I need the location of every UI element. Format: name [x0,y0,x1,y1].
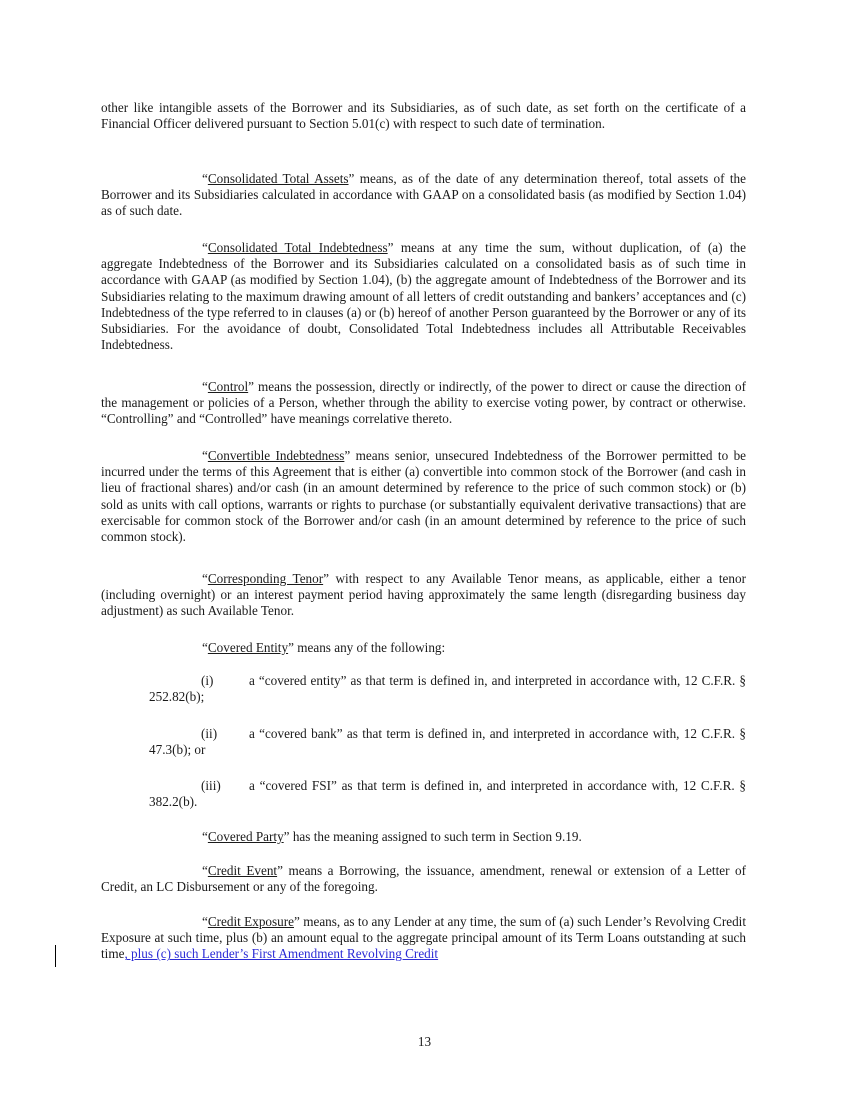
list-text: a “covered entity” as that term is defined in, and interpreted in accordance with, 12 C.F.R. § 252.82(b); [149,673,746,705]
page-number: 13 [417,1034,432,1049]
definition-text: ” means at any time the sum, without duplication, of (a) the aggregate Indebtedness of the Borrower and its Subsidiaries calculated on a consolidated basis as of such time in accordance with GAAP (as modified by Section 1.04), (b) the aggregate amount of Indebtedness of the Borrower and its Subsidiaries relating to the maximum drawing amount of all letters of credit outstanding and bankers’ acceptances and (c) Indebtedness of the type referred to in clauses (a) or (b) hereof of another Person guaranteed by the Borrower or any of its Subsidiaries. For the avoidance of doubt, Consolidated Total Indebtedness includes all Attributable Receivables Indebtedness. [101,240,746,353]
definition-corresponding-tenor: “Corresponding Tenor” with respect to any Available Tenor means, as applicable, either a tenor (including overnight) or an interest payment period having approximately the same length (disregarding business day adjustment) as such Available Tenor. [101,571,746,619]
definition-credit-event: “Credit Event” means a Borrowing, the issuance, amendment, renewal or extension of a Letter of Credit, an LC Disbursement or any of the foregoing. [101,863,746,895]
defined-term: Credit Event [207,863,278,878]
definition-covered-entity: “Covered Entity” means any of the following: [202,640,446,655]
definition-covered-party: “Covered Party” has the meaning assigned to such term in Section 9.19. [202,829,582,844]
list-number: (i) [201,673,214,688]
definition-text: ” means, as to any Lender at any time, the sum of (a) such Lender’s Revolving Credit Exposure at such time, plus (b) an amount equal to the aggregate principal amount of its Term Loans outstanding at such time [101,914,746,962]
definition-credit-exposure: “Credit Exposure” means, as to any Lender at any time, the sum of (a) such Lender’s Revolving Credit Exposure at such time, plus (b) an amount equal to the aggregate principal amount of its Term Loans outstanding at such time, plus (c) such Lender’s First Amendment Revolving Credit [101,914,746,962]
defined-term: Control [207,379,249,394]
defined-term: Covered Entity [207,640,289,655]
inserted-revision-text: , plus (c) such Lender’s First Amendment Revolving Credit [124,946,439,962]
defined-term: Consolidated Total Assets [207,171,349,186]
definition-consolidated-total-indebtedness: “Consolidated Total Indebtedness” means at any time the sum, without duplication, of (a) the aggregate Indebtedness of the Borrower and its Subsidiaries calculated on a consolidated basis as of such time in accordance with GAAP (as modified by Section 1.04), (b) the aggregate amount of Indebtedness of the Borrower and its Subsidiaries relating to the maximum drawing amount of all letters of credit outstanding and bankers’ acceptances and (c) Indebtedness of the type referred to in clauses (a) or (b) hereof of another Person guaranteed by the Borrower or any of its Subsidiaries. For the avoidance of doubt, Consolidated Total Indebtedness includes all Attributable Receivables Indebtedness. [101,240,746,353]
defined-term: Consolidated Total Indebtedness [207,240,388,255]
definition-text: ” means the possession, directly or indirectly, of the power to direct or cause the direction of the management or policies of a Person, whether through the ability to exercise voting power, by contract or otherwise. “Controlling” and “Controlled” have meanings correlative thereto. [101,379,746,427]
definition-text: ” means any of the following: [288,640,446,655]
definition-text: ” has the meaning assigned to such term in Section 9.19. [283,829,582,844]
defined-term: Corresponding Tenor [207,571,324,586]
paragraph-continuation [101,100,746,132]
definition-text: ” with respect to any Available Tenor means, as applicable, either a tenor (including overnight) or an interest payment period having approximately the same length (disregarding business day adjustment) as such Available Tenor. [101,571,746,619]
list-item-covered-entity-i [149,673,746,705]
list-text: a “covered bank” as that term is defined in, and interpreted in accordance with, 12 C.F.R. § 47.3(b); or [149,726,746,758]
paragraph-text: other like intangible assets of the Borrower and its Subsidiaries, as of such date, as set forth on the certificate of a Financial Officer delivered pursuant to Section 5.01(c) with respect to such date of termination. [101,100,746,132]
definition-text: ” means a Borrowing, the issuance, amendment, renewal or extension of a Letter of Credit, an LC Disbursement or any of the foregoing. [101,863,746,895]
revision-change-bar [55,945,56,967]
definition-text: ” means, as of the date of any determination thereof, total assets of the Borrower and its Subsidiaries calculated in accordance with GAAP on a consolidated basis (as modified by Section 1.04) as of such date. [101,171,746,219]
definition-text: ” means senior, unsecured Indebtedness of the Borrower permitted to be incurred under the terms of this Agreement that is either (a) convertible into common stock of the Borrower (and cash in lieu of fractional shares) and/or cash (in an amount determined by reference to the price of such common stock) or (b) sold as units with call options, warrants or rights to purchase (or substantially equivalent derivative transactions) that are exercisable for common stock of the Borrower and/or cash (in an amount determined by reference to the price of such common stock). [101,448,747,545]
list-number: (ii) [201,726,218,741]
definition-consolidated-total-assets: “Consolidated Total Assets” means, as of the date of any determination thereof, total assets of the Borrower and its Subsidiaries calculated in accordance with GAAP on a consolidated basis (as modified by Section 1.04) as of such date. [101,171,746,219]
defined-term: Convertible Indebtedness [207,448,345,463]
list-item-covered-entity-ii [149,726,746,758]
list-text: a “covered FSI” as that term is defined in, and interpreted in accordance with, 12 C.F.R. § 382.2(b). [149,778,746,810]
defined-term: Covered Party [207,829,284,844]
definition-control: “Control” means the possession, directly or indirectly, of the power to direct or cause the direction of the management or policies of a Person, whether through the ability to exercise voting power, by contract or otherwise. “Controlling” and “Controlled” have meanings correlative thereto. [101,379,746,427]
definition-convertible-indebtedness: “Convertible Indebtedness” means senior, unsecured Indebtedness of the Borrower permitted to be incurred under the terms of this Agreement that is either (a) convertible into common stock of the Borrower (and cash in lieu of fractional shares) and/or cash (in an amount determined by reference to the price of such common stock) or (b) sold as units with call options, warrants or rights to purchase (or substantially equivalent derivative transactions) that are exercisable for common stock of the Borrower and/or cash (in an amount determined by reference to the price of such common stock). [101,448,747,545]
list-item-covered-entity-iii [149,778,746,810]
list-number: (iii) [201,778,221,793]
defined-term: Credit Exposure [207,914,294,929]
